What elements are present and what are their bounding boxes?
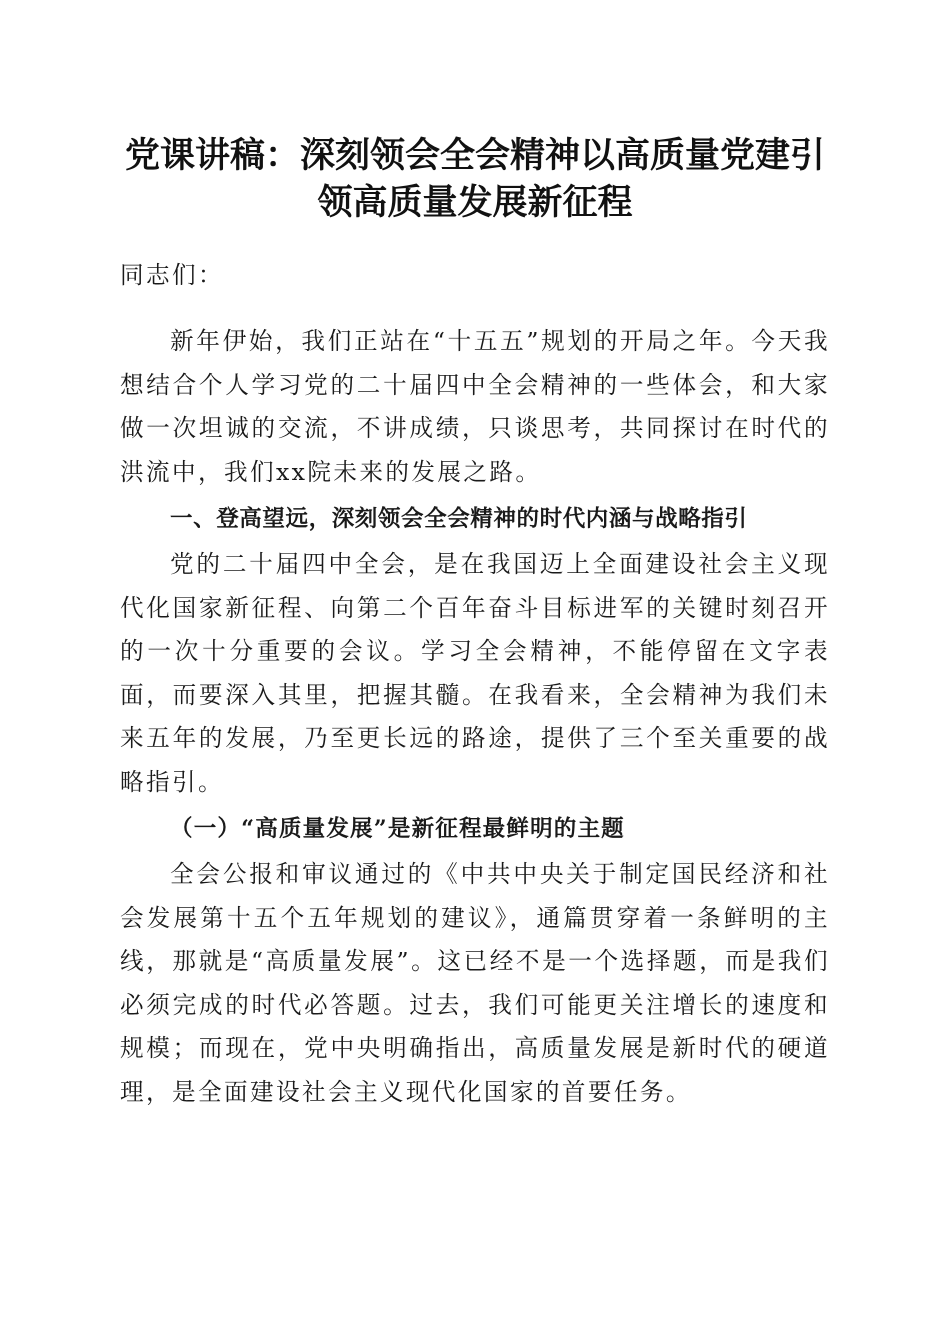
paragraph-subsection-1: 全会公报和审议通过的《中共中央关于制定国民经济和社会发展第十五个五年规划的建议》，通篇贯穿着一条鲜明的主线，那就是“高质量发展”。这已经不是一个选择题，而是我们必须完成的时代必答题。过去，我们可能更关注增长的速度和规模；而现在，党中央明确指出，高质量发展是新时代的硬道理，是全面建设社会主义现代化国家的首要任务。 [120, 860, 830, 1106]
document-title: 党课讲稿：深刻领会全会精神以高质量党建引领高质量发展新征程 [124, 135, 825, 223]
subsection-heading-1: （一）“高质量发展”是新征程最鲜明的主题 [170, 816, 625, 842]
paragraph-intro: 新年伊始，我们正站在“十五五”规划的开局之年。今天我想结合个人学习党的二十届四中全会精神的一些体会，和大家做一次坦诚的交流，不讲成绩，只谈思考，共同探讨在时代的洪流中，我们xx院未来的发展之路。 [120, 327, 830, 486]
greeting: 同志们： [120, 261, 224, 289]
section-heading-1: 一、登高望远，深刻领会全会精神的时代内涵与战略指引 [170, 506, 748, 532]
paragraph-section-1: 党的二十届四中全会，是在我国迈上全面建设社会主义现代化国家新征程、向第二个百年奋斗目标进军的关键时刻召开的一次十分重要的会议。学习全会精神，不能停留在文字表面，而要深入其里，把握其髓。在我看来，全会精神为我们未来五年的发展，乃至更长远的路途，提供了三个至关重要的战略指引。 [120, 550, 830, 796]
